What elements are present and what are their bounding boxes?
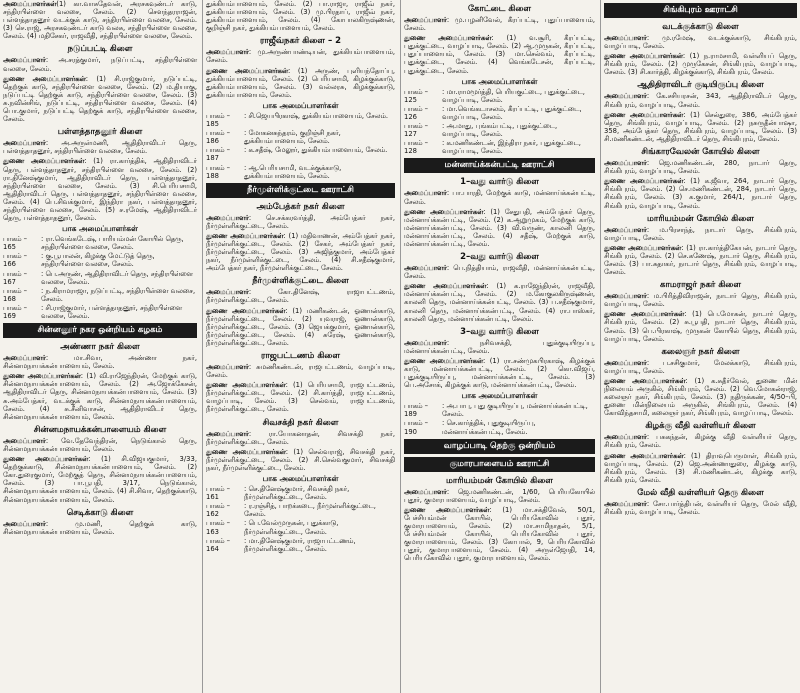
ward-details: : ர.ரஞ்சித், பாறக்கடை, நீர்முள்ளிக்குட்டை, சேலம். [244,502,376,519]
role-label: துணை அமைப்பாளர்கள் [404,282,487,291]
branch-heading: காமராஜர் நகர் கிளை [659,280,741,291]
branch-heading: செடிக்காடு கிளை [66,507,134,518]
ward-number: பாகம் – 165 [3,235,27,252]
role-label: துணை அமைப்பாளர்கள் [206,66,288,75]
ward-number: பாகம் – 163 [206,519,230,536]
member-entry [404,34,595,74]
member-entry [404,339,595,355]
branch-heading: சிங்காரவேலன் கோயில் கிளை [641,147,760,158]
member-entry [604,500,797,516]
branch-heading: அம்பேத்கர் நகர் கிளை [256,201,345,212]
ward-details: : கு.பூபாலன், கிழக்கு மேட்டுத் தெரு, சந்திரபிள்ளை வலசை, சேலம். [41,252,155,269]
member-details: : கே.சசியரசன், 343, ஆதிதிராவிடர் தெரு, சிங்கிபுரம், வாழப்பாடி, சேலம். [604,92,797,109]
member-details: : ம.பிரித்திவிராஜன், நாடார் தெரு, சிங்கிபுரம், வாழப்பாடி, சேலம். [604,292,797,309]
role-label: அமைப்பாளர் [404,264,447,273]
branch-heading: சிவசக்தி நகர் கிளை [262,417,339,428]
member-details: : (1) மா.சக்திவேல், 50/1, பேச்சியம்மன் கோயில், பெரியகோவில் புதூர், குமாரபாளையம், சேலம். (2) மா.சாமிநாதன், 5/1, பேச்சியம்மன் கோயில், பெரியகோவில் புதூர், குமாரபாளையம், சேலம். (3) கோபால், 9, பெரியகோவில் புதூர், குமாரபாளையம், சேலம். (4) அருள்ஜோதி, 14, பெரியகோவில் புதூர், குமாரபாளையம், சேலம். [404,505,595,563]
member-entry [604,292,797,308]
branch-heading: மேல் வீதி வள்ளியர் தெரு கிளை [637,487,764,498]
role-label: அமைப்பாளர் [3,139,46,148]
branch-heading: கலைஞர் நகர் கிளை [661,346,740,357]
ward-details: : பெ.அருண், ஆதிதிராவிடர் தெரு, சந்திரபிள்ளை வலசை, சேலம். [41,269,193,286]
ward-entry [404,139,595,155]
member-details: : ரா.யோகனாதன், சிவசக்தி நகர், நீர்முள்ளிக்குட்டை, சேலம். [206,429,395,446]
role-label: துணை அமைப்பாளர்கள் [604,52,683,61]
column-2 [202,0,398,693]
member-entry [404,488,595,504]
role-label: துணை அமைப்பாளர்கள் [206,381,286,390]
role-label: துணை அமைப்பாளர்கள் [3,372,81,381]
ward-number: பாகம் – 161 [206,485,230,502]
member-details: : (1) அருண், புளியந்தோப்பு, துக்கியம்பாளையம், சேலம். (2) பெரியசாமி, கிழக்குக்காடு, துக்கியம்பாளையம், சேலம். (3) வல்லரசு, கிழக்குக்காடு, துக்கியம்பாளையம், சேலம். [206,66,395,99]
branch-heading: 1–வது வார்டு கிளை [460,177,539,188]
member-entry [206,67,395,99]
ward-number: பாகம் – 190 [404,419,428,436]
ward-number: பாகம் – 186 [206,129,230,146]
ward-entry [404,105,595,121]
section-band: சிங்கிபுரம் ஊராட்சி [604,3,797,18]
role-label: அமைப்பாளர்கள் [3,0,57,8]
member-details: : செ.சக்கரவர்த்தி, அம்பேத்கர் நகர், நீர்முள்ளிக்குட்டை, சேலம். [206,213,395,230]
ward-number: பாகம் – 164 [206,536,230,553]
member-details: : சுமணிகண்டன், ராஜபட்டணம், வாழப்பாடி, சேலம். [206,363,395,380]
ward-entry [3,270,197,286]
member-details: : (1) க.ராஜேந்திரன், ராஜவீதி, மன்னாய்க்கன்பட்டி, சேலம். (2) ம.கோகுலகிருஷ்ணன், காலனி தெரு, மன்னாய்க்கன்பட்டி, சேலம். (3) ப.சதீஷ்குமார், காலனி தெரு, மன்னாய்க்கன்பட்டி, சேலம். (4) ரா.பாஸ்கர், காலனி தெரு, மன்னாய்க்கன்பட்டி, சேலம். [404,282,595,323]
ward-entry [404,402,595,418]
ward-details: : க.மணிகண்டன், இந்திரா நகர், புதுக்குட்டை, வாழப்பாடி, சேலம். [442,139,581,156]
ward-number: பாகம் – 162 [206,502,230,519]
branch-heading: ராஜபட்டணம் கிளை [260,351,341,361]
role-label: அமைப்பாளர் [604,499,647,508]
member-entry [604,177,797,209]
ward-entry [206,485,395,501]
role-label: துணை அமைப்பாளர்கள் [206,447,286,456]
role-label: அமைப்பாளர் [206,429,249,438]
ward-details: : சி.ராஜ்குமார், பள்ளத்தாதனூர், சந்திரபிள்ளை வலசை, சேலம். [41,303,183,320]
role-label: துணை அமைப்பாளர்கள் [3,157,85,166]
branch-heading: கிழக்கு வீதி வள்ளியர் கிளை [645,421,756,432]
ward-details: : அ.மாது, புங்கம்பட்டி, புதுக்குட்டை, வாழப்பாடி, சேலம். [442,122,558,139]
ward-entry [206,129,395,145]
role-label: துணை அமைப்பாளர்கள் [404,505,490,514]
branch-heading: அண்ணா நகர் கிளை [60,342,140,353]
member-details: : (1) க.ஜீவா, 264, நாடார் தெரு, சிங்கிபுரம், சேலம். (2) செ.மணிகண்டன், 284, நாடார் தெரு, சிங்கிபுரம், சேலம். (3) க.குமார், 264/1, நாடார் தெரு, சிங்கிபுரம், வாழப்பாடி, சேலம். [604,177,797,210]
role-label: அமைப்பாளர் [604,92,647,101]
member-details: : (1) செல்வராஜ், சிவசக்தி நகர், நீர்முள்ளிக்குட்டை, சேலம். (2) சி.செல்வகுமார், சிவசக்தி நகர், நீர்முள்ளிக்குட்டை, சேலம். [206,447,395,472]
member-entry [206,48,395,64]
member-entry [3,157,197,222]
role-label: துணை அமைப்பாளர்கள் [604,177,684,186]
member-entry [3,520,197,536]
ward-details: : ரா.வெங்கடேஷ், பாரியம்மன் கோயில் தெரு, சந்திரபிள்ளை வலசை, சேலம். [41,235,184,252]
role-label: துணை அமைப்பாளர்கள் [604,243,682,252]
ward-number: பாகம் – 168 [3,286,27,303]
branch-heading: ராஜீவ்நகர் கிளை – 2 [259,36,342,47]
member-entry [206,0,395,32]
ward-details: : க.சதீஷ், மேலூர், துக்கியம்பாளையம், சேலம். [244,146,388,155]
role-label: துணை அமைப்பாளர்கள் [404,356,483,365]
role-label: அமைப்பாளர் [604,358,647,367]
member-details: : மு.அருண்பாண்டியன், துக்கியம்பாளையம், சேலம். [206,48,395,65]
member-details: : ம.பிரசாந்த், நாடார் தெரு, சிங்கிபுரம், வாழப்பாடி, சேலம். [604,225,797,242]
member-details: : (1) ரா.சண்முகபிரகாஷ், கிழக்குக் காடு, மன்னாய்க்கன்பட்டி, சேலம். (2) கொ.விஜய், புதுக்குடியிருப்பு, மன்னாய்க்கன்பட்டி, சேலம். (3) பெ.அசோக், கிழக்குக் காடு, மன்னாய்க்கன்பட்டி, சேலம். [404,356,595,390]
role-label: துணை அமைப்பாளர்கள் [604,310,685,319]
member-entry [604,226,797,242]
member-entry [206,448,395,472]
member-details: : சோ.பார்த்திபன், வள்ளியர் தெரு, மேல் வீதி, சிங்கிபுரம், வாழப்பாடி, சேலம். [604,499,797,517]
member-entry [604,310,797,342]
ward-entry [206,164,395,180]
ward-entry [404,419,595,435]
role-label: அமைப்பாளர் [604,292,647,301]
member-details: : (1) பெ.மோகன், நாடார் தெரு, சிங்கிபுரம், சேலம். (2) சு.பூபதி, நாடார் தெரு, சிங்கிபுரம், சேலம். (3) பெ.பிரகாஷ், முருகன் கோயில் தெரு, சிங்கிபுரம், வாழப்பாடி, சேலம். [604,310,797,343]
ward-number: பாகம் – 125 [404,87,428,104]
role-label: அமைப்பாளர் [206,213,249,222]
member-details: : (1) பெரியசாமி, ராஜபட்டணம், நீர்முள்ளிக்குட்டை, சேலம். (2) சி.கார்த்தி, ராஜபட்டணம், வாழப்பாடி, சேலம். (3) செல்வம், ராஜபட்டணம், நீர்முள்ளிக்குட்டை, சேலம். [206,381,395,414]
member-details: : (1) வ.சூரி, கீரப்பட்டி, புதுக்குட்டை, வாழப்பாடி, சேலம். (2) ஆ.முருகன், கீரப்பட்டி, புதுப்பாளையம், சேலம். (3) மா.செல்வம், கீரப்பட்டி, புதுக்குட்டை, சேலம். (4) வெங்கடேசன், கீரப்பட்டி, புதுக்குட்டை, சேலம். [404,34,595,75]
role-label: துணை அமைப்பாளர்கள் [404,34,492,43]
ward-entry [206,519,395,535]
section-band: வாழப்பாடி தெற்கு ஒன்றியம் [404,439,595,454]
member-details: : (1) ரா.கார்த்திகேயன், நாடார் தெரு, சிங்கிபுரம், சேலம். (2) செ.கணேஷ், நாடார் தெரு, சிங்கிபுரம், சேலம். (3) பா.சுதாகர், நாடார் தெரு, சிங்கிபுரம், வாழப்பாடி, சேலம். [604,243,797,277]
member-details: : மு.ரமேஷ், வடக்குக்காடு, சிங்கிபுரம், வாழப்பாடி, சேலம். [604,34,797,51]
ward-details: : அ.பாபு, புது குடியிருப்பு, மன்னாய்க்கன்பட்டி, சேலம். [442,402,588,419]
member-details: : ஜெ.மணிகண்டன், 280, நாடார் தெரு, சிங்கிபுரம், வாழப்பாடி, சேலம். [604,159,797,176]
branch-heading: நீர்முள்ளிக்குட்டை கிளை [252,276,349,287]
ward-details: : மா.வெங்கடாசலம், கீரப்பட்டி, புதுக்குட்டை, வாழப்பாடி, சேலம். [442,104,582,121]
member-entry [3,139,197,155]
member-entry [404,506,595,563]
ward-number: பாகம் – 189 [404,402,428,419]
member-entry [3,437,197,453]
ward-details: : மா.ராமமூர்த்தி, பெரியகுட்டை, புதுக்குட்டை, வாழப்பாடி, சேலம். [442,87,585,104]
member-details: : (1) திராவுபெருமாள், சிங்கிபுரம், வாழப்பாடி, சேலம். (2) ஜெ.அண்ணாதுரை, கிழக்கு காடு, சிங்கிபுரம், சேலம். (3) சி.மணிகண்டன், கிழக்கு காடு, சிங்கிபுரம், சேலம். [604,451,797,484]
ward-entry [3,235,197,251]
role-label: துணை அமைப்பாளர்கள் [3,74,86,83]
member-details: துக்கியம்பாளையம், சேலம். (2) பா.ராஜா, ராஜீவ் நகர், துக்கியம்பாளையம், சேலம். (3) மு.பிரதாப், ராஜீவ் நகர், துக்கியம்பாளையம், சேலம். (4) கோபாலகிருஷ்ணன், குறிஞ்சி நகர், துக்கியம்பாளையம், சேலம். [206,0,395,33]
member-entry [206,363,395,379]
ward-entry [206,537,395,553]
ward-number: பாகம் – 126 [404,104,428,121]
subheading: பாக அமைப்பாளர்கள் [461,391,538,401]
member-details: (1) கா.வாசுதேவன், அரசகவுண்டர் காடு, சந்திரபிள்ளை வலசை, சேலம். (2) செளந்தரராஜன், பள்ளத்தாதனூர் வடக்குக் காடு, சந்திரபிள்ளை வலசை, சேலம். (3) செ.ராஜ், அரசகவுண்டர் காடு வலசு, சந்திரபிள்ளை வலசை, சேலம். (4) மதிசேகர், ராஜவீதி, சந்திரபிள்ளை வலசை, சேலம். [3,0,197,41]
branch-heading: நடுப்பட்டி கிளை [67,44,133,55]
member-entry [3,56,197,72]
role-label: அமைப்பாளர் [206,48,249,57]
member-entry [604,433,797,449]
role-label: துணை அமைப்பாளர்கள் [604,110,684,119]
branch-heading: வடக்குக்காடு கிளை [662,22,739,32]
section-band: குமாரபாளையம் ஊராட்சி [404,457,595,472]
role-label: அமைப்பாளர் [206,288,249,297]
member-details: : (1) சி.விஜயகுமார், 3/33, தெற்குக்காடு, சின்னமநாயக்கன்பாளையம், சேலம். (2) கோ.துரைகுமார், மேற்குத் தெரு, சின்னமநாயக்கன்பாளையம், சேலம். (3) பா.பூபதி, 3/17, நெடுங்கால், சின்னமநாயக்கன்பாளையம், சேலம். (4) சி.சிவா, தெற்குக்காடு, சின்னமநாயக்கன்பாளையம், சேலம். [3,455,197,504]
member-entry [3,0,197,40]
role-label: துணை அமைப்பாளர்கள் [404,207,484,216]
member-entry [3,455,197,504]
member-details: : (1) செல்துரை, 386, அம்பேத்கர் தெரு, சிங்கிபுரம், வாழப்பாடி, சேலம். (2) நசுருதீன்பாஷா, 358, அம்பேத்கர் தெரு, சிங்கிபுரம், வாழப்பாடி, சேலம். (3) சி.மணிகண்டன், ஆதிதிராவிடர் தெரு, சிங்கிபுரம், சேலம். [604,110,797,143]
member-entry [206,430,395,446]
member-details: : பெ.நித்தியாம், ராஜவீதி, மன்னாய்க்கன்பட்டி, சேலம். [404,264,595,281]
role-label: அமைப்பாளர் [206,363,249,371]
role-label: துணை அமைப்பாளர்கள் [206,231,284,240]
ward-number: பாகம் – 187 [206,146,230,163]
member-details: : பா.பாரதி, மேற்குக் காடு, மன்னாய்க்கன்பட்டி, சேலம். [404,189,595,206]
branch-heading: கோட்டை கிளை [467,4,532,14]
ward-number: பாகம் – 185 [206,111,230,129]
member-details: : நசிவசக்தி, புதுக்குடியிருப்பு, மன்னாய்க்கன்பட்டி, சேலம். [404,338,595,355]
member-entry [604,159,797,175]
ward-number: பாகம் – 127 [404,122,428,139]
ward-entry [206,502,395,518]
branch-heading: ஆதிதிராவிடர் குடியிருப்பு கிளை [637,80,764,91]
role-label: அமைப்பாளர் [3,354,46,363]
ward-entry [404,88,595,104]
member-entry [604,111,797,143]
ward-details: : ஆ.பெரியசாமி, வடக்குக்காடு, துக்கியம்பாளையம், சேலம். [244,163,342,180]
member-details: : (1) வி.ராஜேந்திரன், மேற்குக் காடு, சின்னமநாயக்கன்பாளையம், சேலம். (2) அ.ஜோக்கேசன், ஆதிதிராவிடர் தெரு, சின்னமநாயக்கன்பாளையம், சேலம். (3) சு.அம்பேத்கர், வடக்குக் காடு, சின்னமநாயக்கன்பாளையம், சேலம். (4) சு.சீனிவாசன், ஆதிதிராவிடர் தெரு, சின்னமநாயக்கன்பாளையம், சேலம். [3,372,197,421]
member-details: : ப.சசிகுமார், மேலக்காடு, சிங்கிபுரம், வாழப்பாடி, சேலம். [604,358,797,375]
role-label: அமைப்பாளர் [404,189,447,198]
member-entry [604,377,797,417]
section-band: சின்னனூர் நகர ஒன்றியம் கழகம் [3,323,197,338]
ward-entry [3,287,197,303]
ward-entry [3,252,197,268]
role-label: அமைப்பாளர் [3,519,46,528]
ward-number: பாகம் – 188 [206,163,230,180]
ward-number: பாகம் – 169 [3,303,27,320]
role-label: துணை அமைப்பாளர்கள் [3,455,89,464]
member-details: : (1) க.சுதீர்வேல், துணை மின் நிலையம் அருகில், சிங்கிபுரம், சேலம். (2) வெ.மோகன்ராஜ், கலைஞர் நகர், சிங்கிபுரம், சேலம். (3) நதிருக்கண், 4/50–பி, துணை மின்நிலையம் அருகில், சிங்கிபுரம், சேலம். (4) கோவிந்தசாமி, கலைஞர் நகர், சிங்கிபுரம், வாழப்பாடி, சேலம். [604,376,797,418]
role-label: அமைப்பாளர் [604,225,647,234]
member-entry [404,357,595,389]
role-label: அமைப்பாளர் [3,56,46,65]
role-label: அமைப்பாளர் [404,16,447,24]
ward-entry [3,304,197,320]
role-label: துணை அமைப்பாளர்கள் [206,306,286,315]
subheading: பாக அமைப்பாளர்கள் [262,100,339,110]
member-details: : (1) சேதுபதி, அம்பேத்கர் தெரு, மன்னாய்க்கன்பட்டி, சேலம். (2) க.ஆறுமுகம், மேற்குக் காடு, மன்னாய்க்கன்பட்டி, சேலம். (3) வி.வருண், காலனி தெரு, மன்னாய்க்கன்பட்டி, சேலம். (4) சதீஷ், மேற்குக் காடு, மன்னாய்க்கன்பட்டி, சேலம். [404,207,595,248]
ward-details: : மா.தினேஷ்குமார், ராஜாபட்டணம், நீர்முள்ளிக்குட்டை, சேலம். [244,536,356,553]
member-details: : பசுகந்தன், கிழக்கு வீதி வள்ளியர் தெரு, சிங்கிபுரம், சேலம். [604,433,797,450]
ward-details: : மோகனசுந்தரம், குறிஞ்சி நகர், துக்கியம்பாளையம், சேலம். [244,129,341,146]
member-entry [404,189,595,205]
subheading: பாக அமைப்பாளர்கள் [62,224,138,234]
column-1 [0,0,200,693]
member-details: : மு.பழனிவேல், கீரப்பட்டி, புதுப்பாளையம், சேலம். [404,16,595,33]
branch-heading: 2–வது வார்டு கிளை [460,252,539,263]
member-entry [3,354,197,370]
column-4 [600,0,800,693]
ward-number: பாகம் – 166 [3,252,27,269]
role-label: அமைப்பாளர் [3,436,46,445]
member-details: : (1) சி.ராஜ்குமார், நடுப்பட்டி, தெற்குக் காடு, சந்திரபிள்ளை வலசை, சேலம். (2) ம.தியாகு, நடுப்பட்டி தெற்குக் காடு, சந்திரபிள்ளை வலசை, சேலம். (3) சு.நவின்சிங், நடுப்பட்டி, சந்திரபிள்ளை வலசை, சேலம். (4) பொ.குமார், நடுப்பட்டி தெற்குக் காடு, சந்திரபிள்ளை வலசை, சேலம். [3,74,197,124]
branch-heading: மாரியம்மன் கோயில் கிளை [446,475,553,486]
member-details: : மா.சிவா, அண்ணா நகர், சின்னமநாயக்கன்பாளையம், சேலம். [3,354,197,371]
member-entry [206,214,395,230]
ward-details: : சி.ஜெயபிரகாஷ், துக்கியம்பாளையம், சேலம். [244,111,389,120]
ward-entry [206,112,395,128]
member-entry [404,282,595,322]
section-band: மன்னாய்க்கன்பட்டி ஊராட்சி [404,158,595,173]
member-details: : கோ.தினேஷ், ராஜாபட்டணம், நீர்முள்ளிக்குட்டை, சேலம். [206,288,395,305]
member-details: : (1) ரா.கார்த்திக், ஆதிதிராவிடர் தெரு, பள்ளத்தாதனூர், சந்திரபிள்ளை வலசை, சேலம். (2) ரா.தினேஷ்குமார், ஆதிதிராவிடர் தெரு, பள்ளத்தாதனூர், சந்திரபிள்ளை வலசை, சேலம். (3) சி.பெரியசாமி, ஆதிதிராவிடர் தெரு, பள்ளத்தாதனூர், சந்திரபிள்ளை வலசை, சேலம். (4) பெ.சிவக்குமார், இந்திரா நகர், பள்ளத்தாதனூர், சந்திரபிள்ளை வலசை, சேலம். (5) ச.ரமேஷ், ஆதிதிராவிடர் தெரு, பள்ளத்தாதனூர், சேலம். [3,157,197,223]
member-entry [604,52,797,76]
member-entry [206,288,395,304]
ward-number: பாகம் – 128 [404,139,428,156]
role-label: அமைப்பாளர் [404,338,447,347]
member-details: : அ.சரத்குமார், நடுப்பட்டி, சந்திரபிள்ளை வலசை, சேலம். [3,56,197,73]
member-details: : (1) மதிவாணன், அம்பேத்கர் நகர், நீர்முள்ளிக்குட்டை, சேலம். (2) சேகர், அம்பேத்கர் நகர், நீர்முள்ளிக்குட்டை, சேலம். (3) அஜித்குமார், அம்பேத்கர் நகர், நீர்முள்ளிக்குட்டை, சேலம். (4) சி.சதீஷ்குமார், அம்பேத்கர் நகர், நீர்முள்ளிக்குட்டை, சேலம். [206,231,395,273]
member-entry [404,264,595,280]
member-details: : மு.மணி, தெற்குக் காடு, சின்னமநாயக்கன்பாளையம், சேலம். [3,519,197,536]
section-band: நீர்முள்ளிக்குட்டை ஊராட்சி [206,183,395,198]
role-label: துணை அமைப்பாளர்கள் [604,376,686,385]
ward-entry [404,122,595,138]
member-entry [604,34,797,50]
member-entry [604,92,797,108]
subheading: பாக அமைப்பாளர்கள் [461,76,538,86]
role-label: அமைப்பாளர் [604,159,647,168]
branch-heading: மாரியம்மன் கோயில் கிளை [647,213,754,224]
member-entry [404,208,595,248]
member-entry [206,307,395,347]
member-entry [604,452,797,484]
member-details: : அ.அருள்மணி, ஆதிதிராவிடர் தெரு, பள்ளத்தாதனூர், சந்திரபிள்ளை வலசை, சேலம். [3,139,197,156]
ward-entry [206,146,395,162]
ward-details: : செ.தினேஷ்குமார், சிவசக்தி நகர், நீர்முள்ளிக்குட்டை, சேலம். [244,485,350,502]
role-label: அமைப்பாளர் [604,34,647,42]
branch-heading: 3–வது வார்டு கிளை [460,326,539,337]
member-entry [206,232,395,272]
member-details: : (1) ந.ராமசாமி, வள்ளியப் தெரு, சிங்கிபுரம், சேலம். (2) முருகேசன், சிங்கிபுரம், வாழப்பாடி, சேலம். (3) சி.கார்த்தி, கிழக்குக்காடு, சிங்கிபுரம், சேலம். [604,52,797,77]
branch-heading: பள்ளத்தாதனூர் கிளை [57,127,143,138]
member-entry [404,16,595,32]
member-entry [3,75,197,124]
member-details: : வே.தேவேந்திரன், நெடுங்கால் தெரு, சின்னமநாயக்கன்பாளையம், சேலம். [3,436,197,453]
member-entry [3,372,197,421]
branch-heading: சின்னமநாயக்கன்பாளையம் கிளை [33,424,167,435]
column-3 [400,0,598,693]
member-details: : (1) மணிகண்டன், ஓணான்காடு, நீர்முள்ளிக்குட்டை, சேலம். (2) யுவராஜ், ஓணான்காடு, நீர்முள்ளிக்குட்டை, சேலம். (3) ஜெயக்குமார், ஓணான்காடு, நீர்முள்ளிக்குட்டை, சேலம். (4) சுரேஷ், ஓணான்காடு, நீர்முள்ளிக்குட்டை, சேலம். [206,306,395,347]
subheading: பாக அமைப்பாளர்கள் [262,474,339,484]
role-label: துணை அமைப்பாளர்கள் [604,451,684,460]
ward-details: : பெ.வேல்முருகன், புதுக்காடு, நீர்முள்ளிக்குட்டை, சேலம். [244,519,339,536]
ward-details: : செ.கார்த்திக், புதுகுடியிருப்பு, மன்னாய்க்கன்பட்டி, சேலம். [442,419,536,436]
member-entry [206,381,395,413]
member-entry [604,359,797,375]
ward-details: : ந.கிராமராஜா, நடுப்பட்டி, சந்திரபிள்ளை வலசை, சேலம். [41,286,196,303]
member-details: : ஜெ.மணிகண்டன், 1/60, பெரியகோயில் புதூர், குமாரபாளையம், வாழப்பாடி, சேலம். [404,487,595,504]
ward-number: பாகம் – 167 [3,269,27,286]
member-entry [604,244,797,276]
role-label: அமைப்பாளர் [604,433,647,442]
role-label: அமைப்பாளர் [404,487,447,496]
